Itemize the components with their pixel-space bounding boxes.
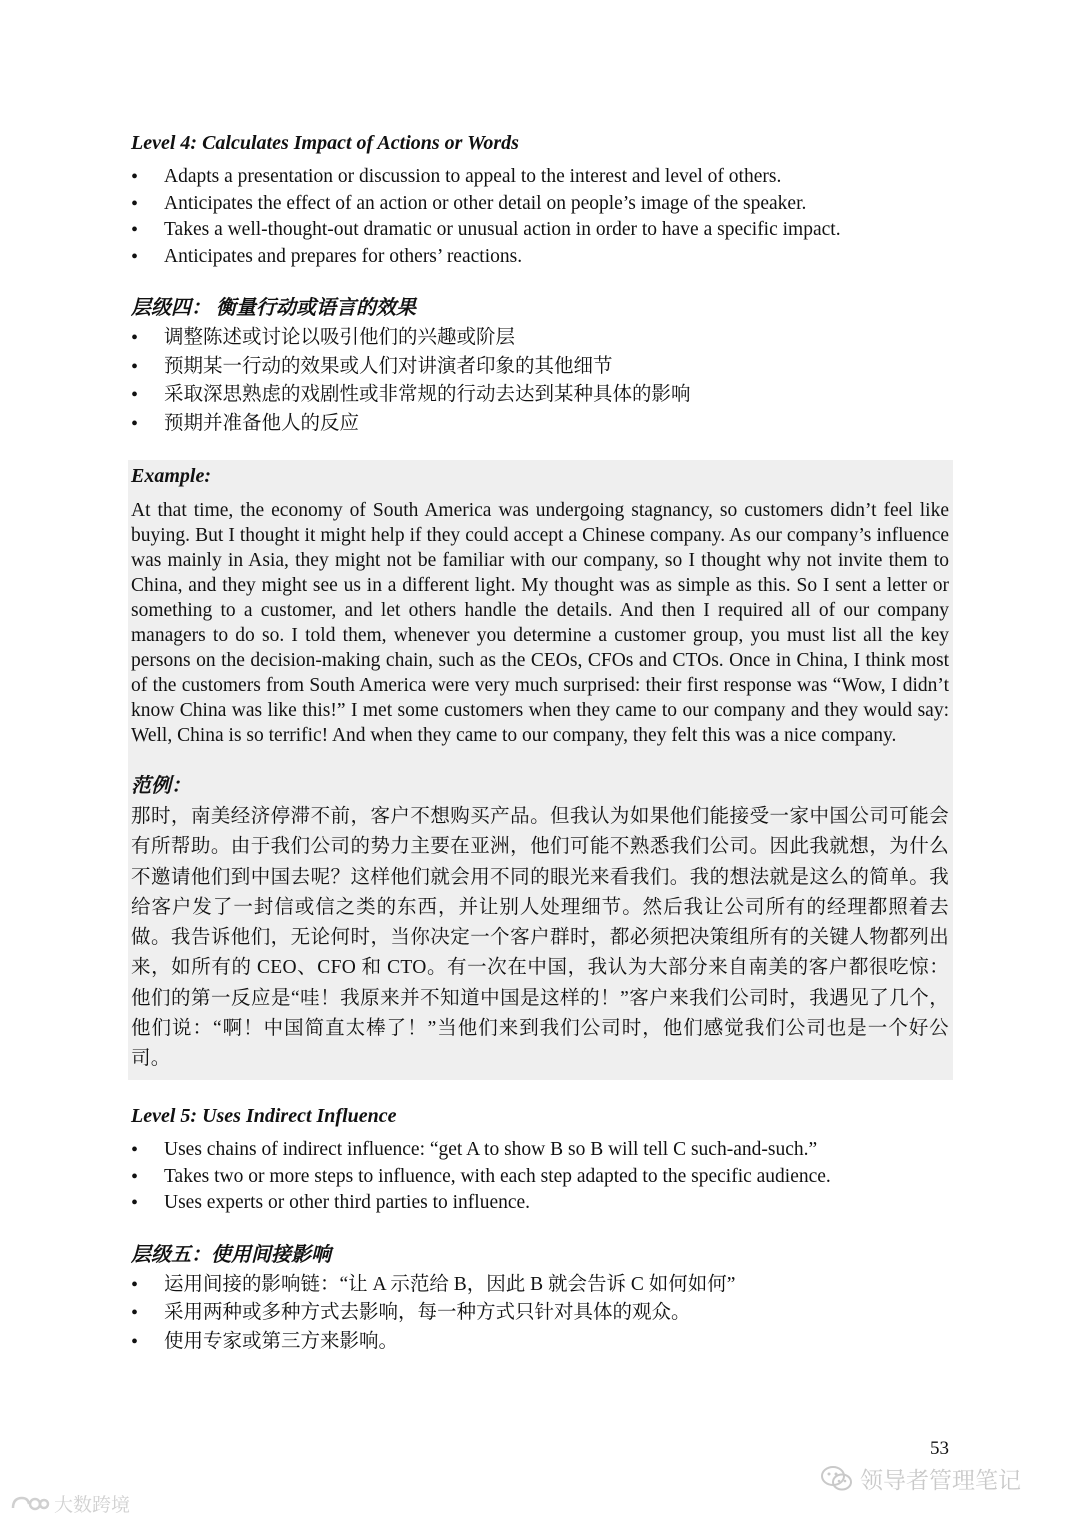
level4-bullet: • Adapts a presentation or discussion to appeal to the interest and level of others. (131, 164, 953, 191)
level5-cn-heading: 层级五：使用间接影响 (131, 1243, 331, 1266)
level4-bullet: • Takes a well-thought-out dramatic or unusual action in order to have a specific impact. (131, 217, 953, 244)
level4-cn-bullet: • 采取深思熟虑的戏剧性或非常规的行动去达到某种具体的影响 (131, 381, 953, 410)
watermark-left-text: 大数跨境 (54, 1494, 131, 1516)
level4-bullet-list (131, 164, 953, 270)
level5-cn-bullet-list (131, 1271, 953, 1357)
example-cn-heading: 范例： (131, 775, 191, 797)
level4-heading: Level 4: Calculates Impact of Actions or Words (131, 132, 519, 154)
level4-cn-heading: 层级四： 衡量行动或语言的效果 (131, 297, 416, 319)
example-text: At that time, the economy of South America was undergoing stagnancy, so customers didn’t feel like buying. But I thought it might help if they could accept a Chinese company. As our company’s influence was mainly in Asia, they might not be familiar with our company, so I thought why not invite them to China, and they might see us in a different light. My thought was as simple as this. So I sent a letter or something to a customer, and let others handle the details. And then I required all of our company managers to do so. I told them, whenever you determine a customer group, you must list all the key persons on the decision-making chain, such as the CEOs, CFOs and CTOs. Once in China, I think most of the customers from South America were very much surprised: their first response was “Wow, I didn’t know China was like this!” I met some customers when they came to our company and they would say: Well, China is so terrific! And when they came to our company, they felt this was a nice company. (131, 500, 949, 746)
level5-bullet: • Uses chains of indirect influence: “get A to show B so B will tell C such-and-such.” (131, 1137, 953, 1164)
level5-cn-bullet: • 采用两种或多种方式去影响，每一种方式只针对具体的观众。 (131, 1299, 953, 1328)
level4-cn-bullet: • 调整陈述或讨论以吸引他们的兴趣或阶层 (131, 324, 953, 353)
level5-cn-bullet: • 使用专家或第三方来影响。 (131, 1328, 953, 1357)
level5-cn-bullet: • 运用间接的影响链：“让 A 示范给 B，因此 B 就会告诉 C 如何如何” (131, 1271, 953, 1300)
level4-cn-bullet: • 预期并准备他人的反应 (131, 410, 953, 439)
lower-content (131, 1101, 953, 1356)
example-box (128, 460, 953, 1080)
level4-cn-bullet: • 预期某一行动的效果或人们对讲演者印象的其他细节 (131, 353, 953, 382)
level5-bullet: • Takes two or more steps to influence, with each step adapted to the specific audience. (131, 1164, 953, 1191)
example-cn-text: 那时，南美经济停滞不前，客户不想购买产品。但我认为如果他们能接受一家中国公司可能会有所帮助。由于我们公司的势力主要在亚洲，他们可能不熟悉我们公司。因此我就想，为什么不邀请他们到中国去呢？这样他们就会用不同的眼光来看我们。我的想法就是这么的简单。我给客户发了一封信或信之类的东西，并让别人处理细节。然后我让公司所有的经理都照着去做。我告诉他们，无论何时，当你决定一个客户群时，都必须把决策组所有的关键人物都列出来，如所有的 CEO、CFO 和 CTO。有一次在中国，我认为大部分来自南美的客户都很吃惊：他们的第一反应是“哇！我原来并不知道中国是这样的！”客户来我们公司时，我遇见了几个，他们说：“啊！中国简直太棒了！”当他们来到我们公司时，他们感觉我们公司也是一个好公司。 (131, 806, 949, 1070)
page-number: 53 (930, 1438, 949, 1459)
level5-heading: Level 5: Uses Indirect Influence (131, 1105, 397, 1127)
upper-content (131, 128, 953, 438)
level4-bullet: • Anticipates the effect of an action or other detail on people’s image of the speaker. (131, 191, 953, 218)
logo-icon (10, 1493, 50, 1515)
example-heading: Example: (131, 465, 211, 487)
watermark-left (10, 1490, 130, 1517)
level4-bullet: • Anticipates and prepares for others’ reactions. (131, 244, 953, 271)
level5-bullet-list (131, 1137, 953, 1217)
example-inner (131, 460, 949, 1075)
wechat-icon (820, 1465, 854, 1493)
watermark-right-text: 领导者管理笔记 (860, 1468, 1021, 1494)
watermark-right (820, 1462, 1021, 1495)
level5-bullet: • Uses experts or other third parties to influence. (131, 1190, 953, 1217)
level4-cn-bullet-list (131, 324, 953, 438)
